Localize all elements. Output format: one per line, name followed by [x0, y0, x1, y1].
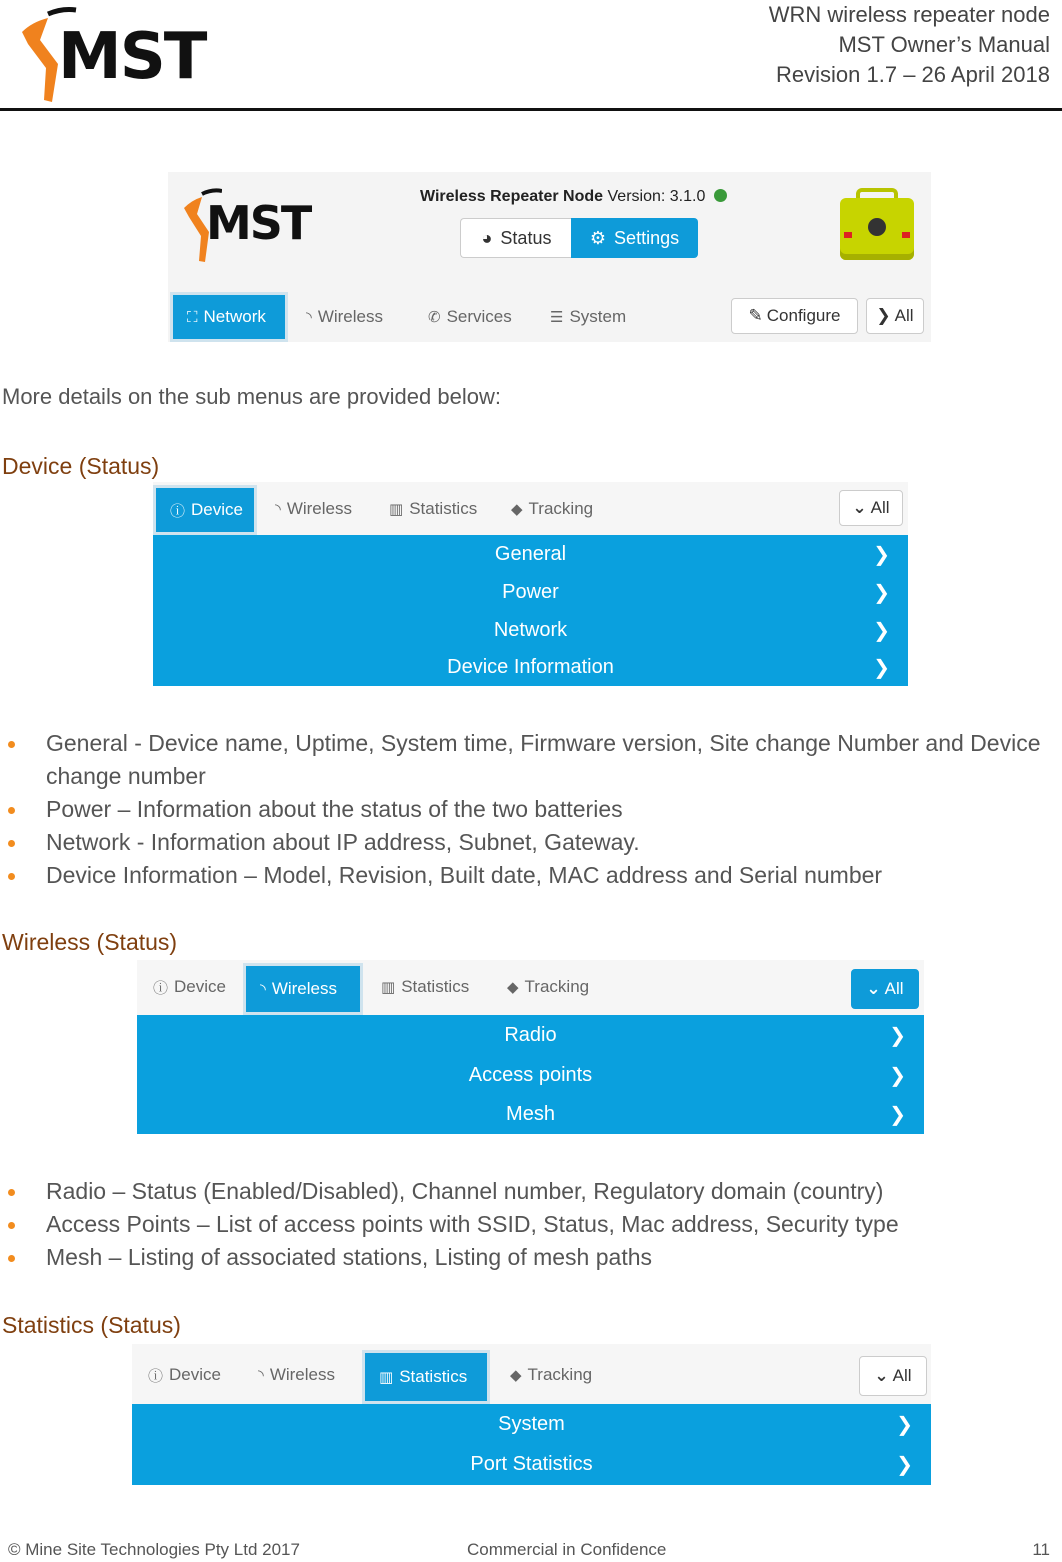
bar-chart-icon: ▥ — [381, 979, 396, 996]
footer-confidentiality: Commercial in Confidence — [467, 1540, 667, 1559]
menu-item-system[interactable] — [132, 1404, 931, 1444]
header-doc-title: WRN wireless repeater node — [768, 2, 1050, 27]
header-manual-name: MST Owner’s Manual — [838, 32, 1050, 57]
configure-button-label: Configure — [766, 306, 841, 325]
bullet-icon — [8, 1222, 15, 1229]
menu-item-device-information[interactable] — [153, 649, 908, 686]
tab-statistics[interactable] — [362, 1350, 490, 1404]
list-item: Device Information – Model, Revision, Built date, MAC address and Serial number — [0, 859, 1062, 892]
wireless-heading: Wireless (Status) — [2, 929, 178, 955]
all-button-label: All — [892, 1366, 912, 1385]
chevron-right-icon: ❯ — [896, 1454, 913, 1476]
bullet-icon — [8, 741, 15, 748]
tab-device[interactable] — [139, 964, 240, 1010]
menu-item-label: Mesh — [506, 1103, 555, 1125]
menu-item-network[interactable] — [153, 611, 908, 649]
status-dot-icon — [714, 189, 727, 202]
footer-page-number: 11 — [1032, 1540, 1050, 1559]
wireless-bullets — [0, 1175, 1062, 1274]
menu-item-label: Device Information — [447, 656, 614, 678]
menu-item-port-statistics[interactable] — [132, 1444, 931, 1485]
server-icon: ☰ — [550, 309, 564, 326]
tab-statistics-label: Statistics — [409, 499, 478, 518]
settings-button[interactable] — [571, 218, 698, 258]
tab-device[interactable] — [134, 1352, 235, 1398]
tab-tracking-label: Tracking — [527, 1365, 593, 1384]
chevron-right-icon: ❯ — [873, 657, 890, 679]
tab-device-label: Device — [169, 1365, 221, 1384]
rss-icon: ◝ — [275, 501, 281, 518]
chevron-right-icon: ❯ — [873, 619, 890, 642]
wireless-menu — [137, 1015, 924, 1134]
tab-wireless[interactable] — [261, 486, 366, 532]
menu-item-general[interactable] — [153, 535, 908, 573]
all-button[interactable] — [851, 969, 919, 1009]
tab-wireless-label: Wireless — [286, 499, 352, 518]
chevron-down-icon: ⌄ — [874, 1366, 889, 1385]
device-screenshot — [153, 482, 908, 686]
tab-statistics-label: Statistics — [401, 977, 470, 996]
intro-text: More details on the sub menus are provided below: — [2, 384, 501, 409]
list-item: Radio – Status (Enabled/Disabled), Channel number, Regulatory domain (country) — [0, 1175, 1062, 1208]
tab-network-label: Network — [203, 307, 266, 326]
tab-statistics[interactable] — [367, 964, 483, 1010]
tab-services[interactable] — [414, 294, 526, 340]
wireless-screenshot — [137, 960, 924, 1134]
chevron-right-icon: ❯ — [873, 581, 890, 604]
all-button[interactable] — [839, 490, 903, 526]
list-item: Mesh – Listing of associated stations, Listing of mesh paths — [0, 1241, 1062, 1274]
chevron-down-icon: ⌄ — [866, 979, 881, 998]
menu-item-label: Radio — [504, 1023, 557, 1046]
menu-item-label: System — [498, 1412, 565, 1435]
tab-tracking[interactable] — [497, 486, 607, 532]
header-divider — [0, 108, 1062, 111]
settings-button-label: Settings — [614, 227, 680, 248]
top-ui-screenshot — [168, 172, 931, 342]
all-button-label: All — [894, 306, 914, 325]
rss-icon: ◝ — [306, 309, 312, 326]
tab-device[interactable] — [153, 485, 257, 535]
device-bullets — [0, 727, 1062, 892]
menu-item-label: Power — [502, 580, 559, 603]
device-photo — [838, 188, 916, 260]
tab-tracking[interactable] — [496, 1352, 606, 1398]
chevron-right-icon: ❯ — [889, 1064, 906, 1087]
tab-wireless[interactable] — [243, 963, 363, 1015]
chevron-right-icon: ❯ — [876, 306, 891, 325]
statistics-menu — [132, 1404, 931, 1485]
tab-wireless[interactable] — [244, 1352, 349, 1398]
menu-item-label: Access points — [468, 1063, 593, 1086]
tab-services-label: Services — [446, 307, 512, 326]
device-heading: Device (Status) — [2, 453, 160, 479]
tab-device-label: Device — [191, 500, 243, 519]
all-button[interactable] — [866, 298, 924, 334]
tab-system[interactable] — [536, 294, 640, 340]
menu-item-label: Port Statistics — [470, 1453, 593, 1475]
all-button-label: All — [884, 979, 904, 998]
device-menu — [153, 535, 908, 686]
menu-item-mesh[interactable] — [137, 1095, 924, 1134]
all-button[interactable] — [859, 1356, 927, 1396]
chevron-down-icon: ⌄ — [852, 498, 867, 517]
menu-item-radio[interactable] — [137, 1015, 924, 1055]
tab-wireless-label: Wireless — [271, 979, 337, 998]
header-logo — [18, 4, 233, 104]
phone-icon: ✆ — [428, 309, 441, 326]
menu-item-label: Network — [493, 618, 568, 641]
bar-chart-icon: ▥ — [379, 1369, 394, 1386]
list-item: General - Device name, Uptime, System time, Firmware version, Site change Number and Device change number — [0, 727, 1062, 793]
bullet-icon — [8, 1189, 15, 1196]
statistics-heading: Statistics (Status) — [2, 1312, 181, 1338]
chevron-right-icon: ❯ — [896, 1413, 913, 1436]
sitemap-icon: ⛶ — [187, 308, 198, 326]
list-item: Power – Information about the status of the two batteries — [0, 793, 1062, 826]
footer-copyright: © Mine Site Technologies Pty Ltd 2017 — [8, 1540, 300, 1559]
gear-icon: ⚙ — [589, 227, 607, 248]
bullet-icon — [8, 1255, 15, 1262]
top-ui-logo — [182, 186, 322, 266]
header-revision: Revision 1.7 – 26 April 2018 — [776, 62, 1050, 87]
tab-tracking-label: Tracking — [528, 499, 594, 518]
status-button-label: Status — [500, 227, 552, 248]
tag-icon: ◆ — [511, 501, 523, 518]
bullet-icon — [8, 840, 15, 847]
product-name: Wireless Repeater Node — [420, 188, 604, 205]
tab-tracking[interactable] — [493, 964, 603, 1010]
top-ui-logo-text: MST — [206, 196, 311, 250]
menu-item-power[interactable] — [153, 573, 908, 611]
tag-icon: ◆ — [510, 1367, 522, 1384]
tab-network[interactable] — [170, 292, 288, 342]
rss-icon: ◝ — [260, 981, 266, 998]
tag-icon: ◆ — [507, 979, 519, 996]
chevron-right-icon: ❯ — [873, 543, 890, 566]
statistics-screenshot — [132, 1344, 931, 1485]
chevron-right-icon: ❯ — [889, 1024, 906, 1047]
menu-item-label: General — [494, 542, 567, 565]
rss-icon: ◝ — [258, 1367, 264, 1384]
tab-tracking-label: Tracking — [524, 977, 590, 996]
bar-chart-icon: ▥ — [389, 501, 404, 518]
configure-button[interactable] — [731, 298, 858, 334]
all-button-label: All — [870, 498, 890, 517]
header-info — [769, 0, 1050, 90]
bullet-icon — [8, 873, 15, 880]
tab-system-label: System — [569, 307, 627, 326]
tab-device-label: Device — [174, 977, 226, 996]
edit-icon: ✎ — [748, 306, 763, 325]
header-logo-text: MST — [58, 20, 206, 94]
list-item: Network - Information about IP address, Subnet, Gateway. — [0, 826, 1062, 859]
version-label: Version: 3.1.0 — [607, 188, 706, 205]
product-title — [420, 188, 727, 206]
menu-item-access-points[interactable] — [137, 1055, 924, 1095]
tab-wireless[interactable] — [292, 294, 397, 340]
list-item: Access Points – List of access points with SSID, Status, Mac address, Security type — [0, 1208, 1062, 1241]
tab-wireless-label: Wireless — [317, 307, 383, 326]
tab-wireless-label: Wireless — [269, 1365, 335, 1384]
bullet-icon — [8, 807, 15, 814]
info-icon: ⓘ — [148, 1367, 164, 1385]
status-button[interactable] — [460, 218, 572, 258]
info-icon: ⓘ — [170, 502, 186, 520]
tab-statistics-label: Statistics — [399, 1367, 468, 1386]
dashboard-icon: ◕ — [481, 227, 493, 248]
tab-statistics[interactable] — [375, 486, 491, 532]
info-icon: ⓘ — [153, 979, 169, 997]
chevron-right-icon: ❯ — [889, 1104, 906, 1126]
